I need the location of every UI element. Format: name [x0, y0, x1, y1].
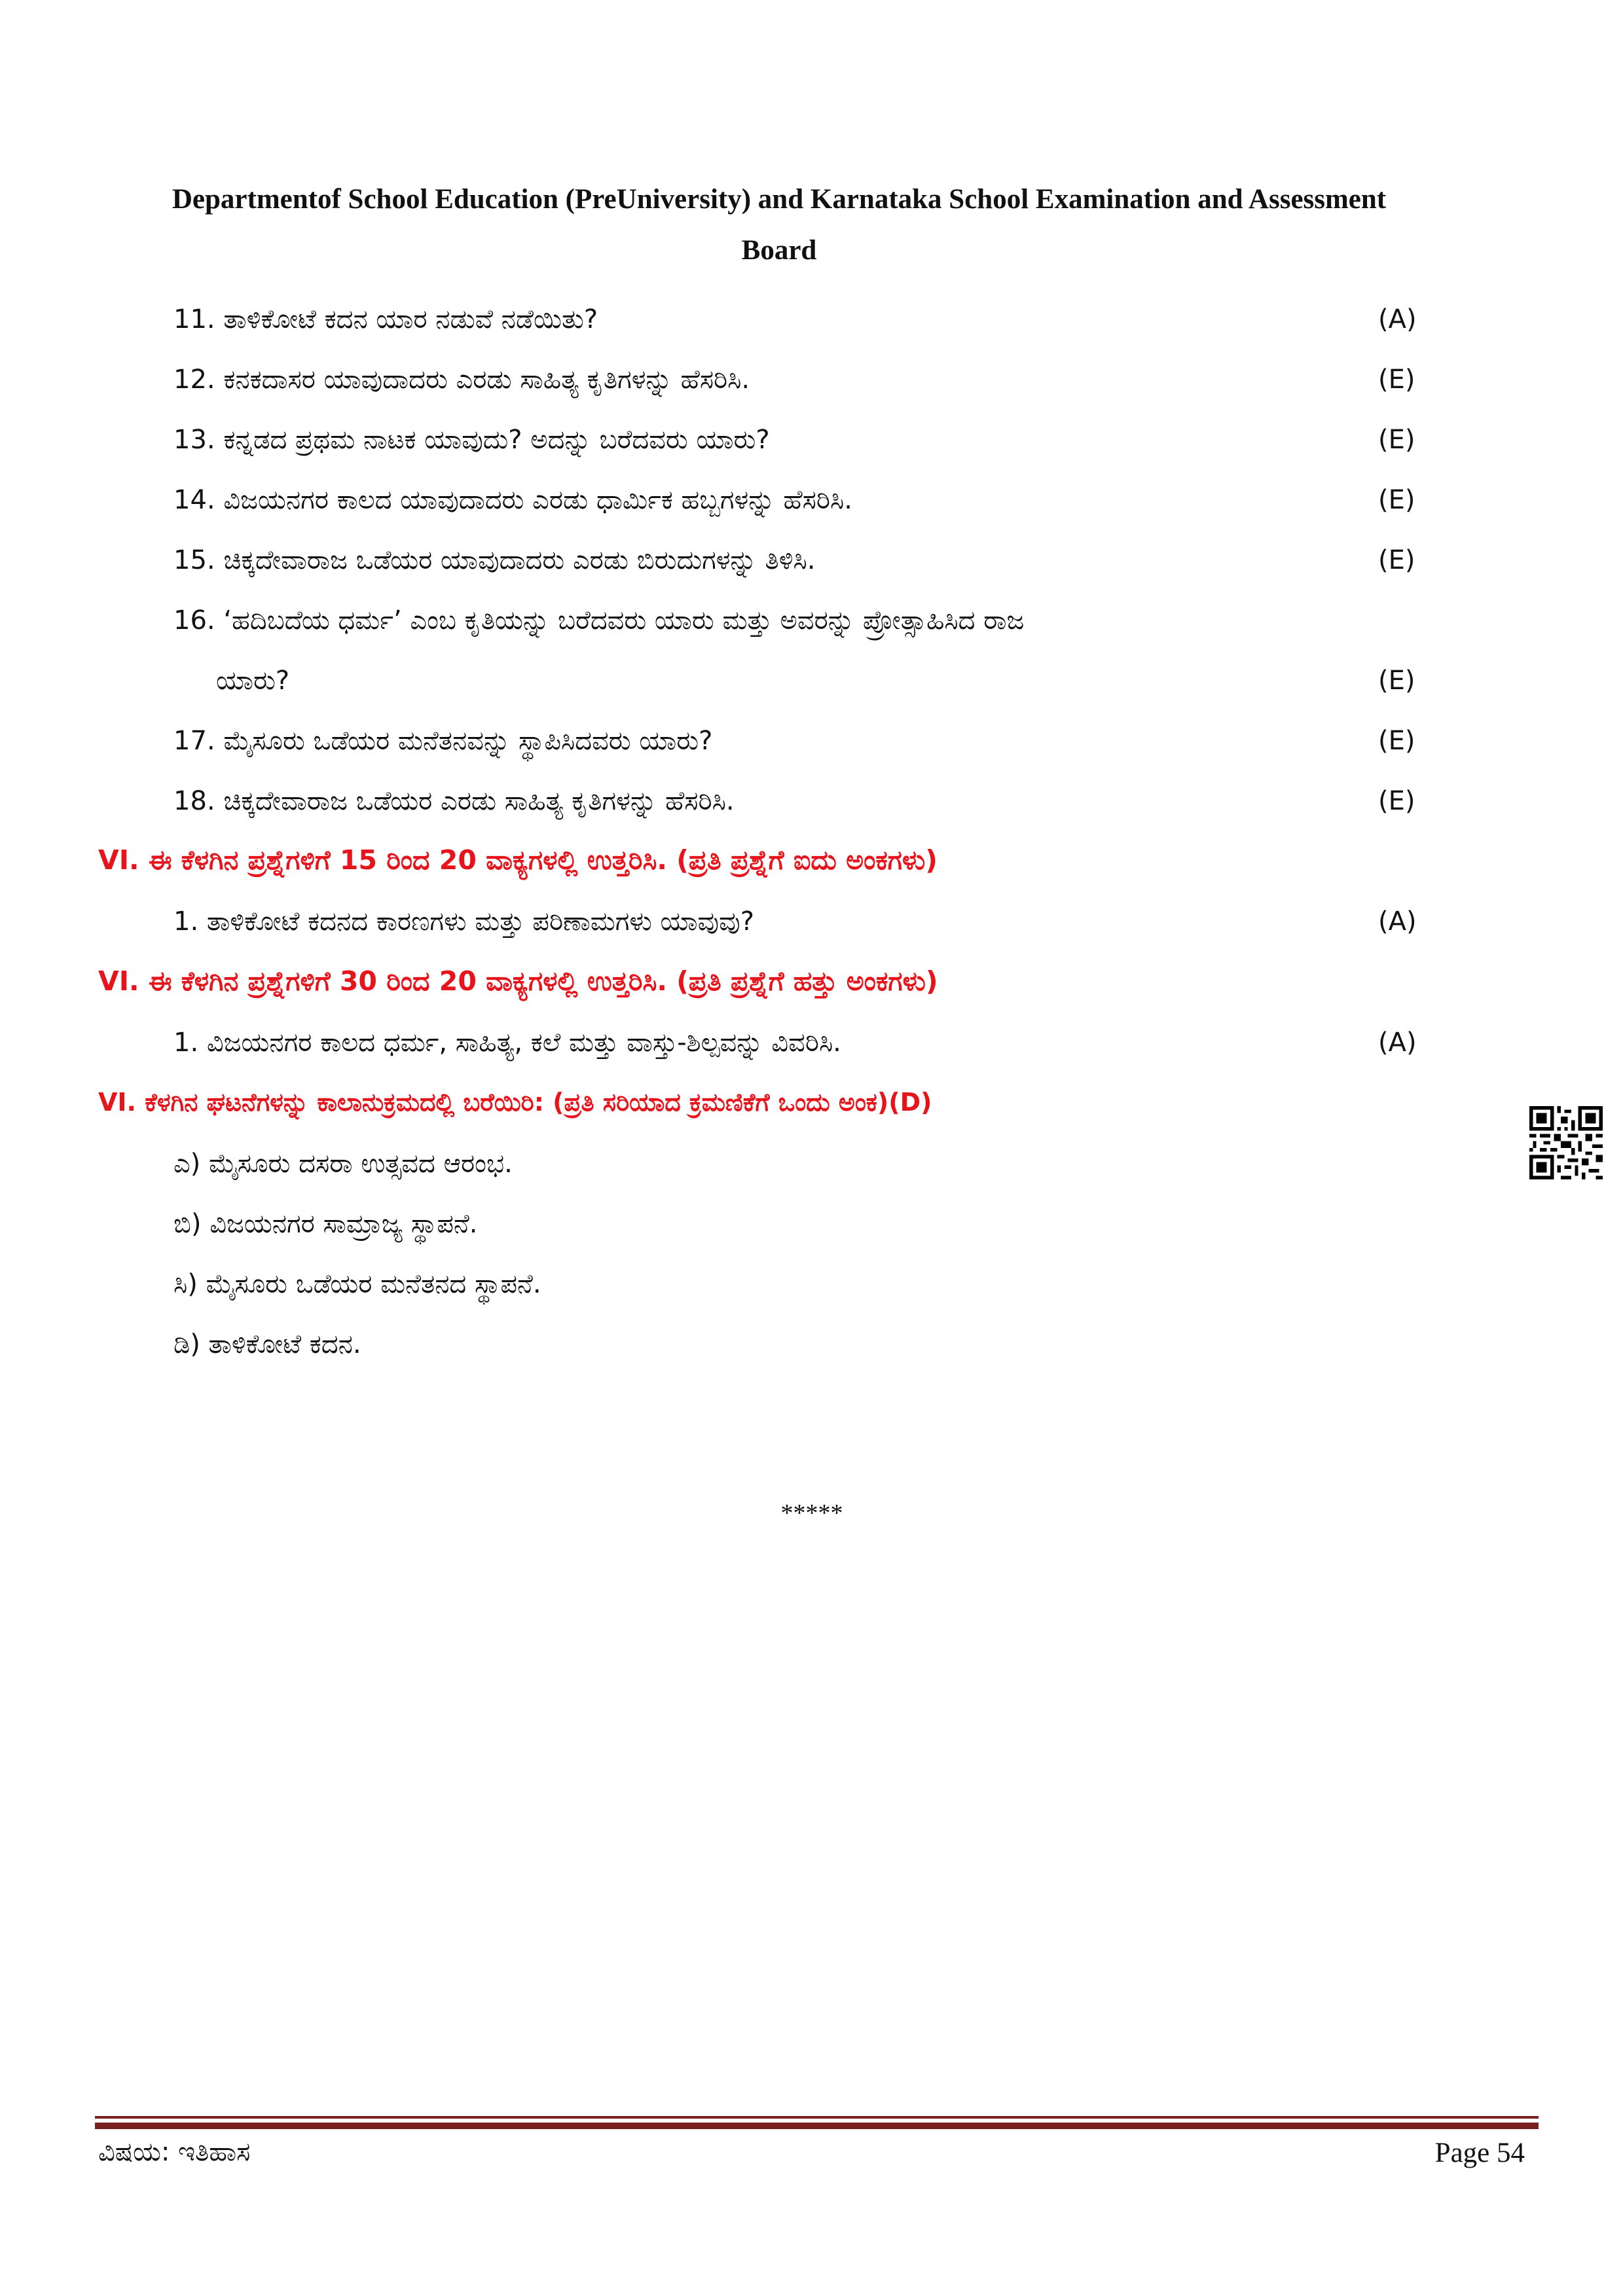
- section-ten-marks-question-1: 1. ವಿಜಯನಗರ ಕಾಲದ ಧರ್ಮ, ಸಾಹಿತ್ಯ, ಕಲೆ ಮತ್ತು ವಾಸ್ತು-ಶಿಲ್ಪವನ್ನು ವಿವರಿಸಿ.: [173, 1028, 841, 1058]
- question-15-mark: (E): [1378, 545, 1415, 575]
- question-13: 13. ಕನ್ನಡದ ಪ್ರಥಮ ನಾಟಕ ಯಾವುದು? ಅದನ್ನು ಬರೆದವರು ಯಾರು?: [173, 425, 770, 455]
- section-ten-marks-question-1-mark: (A): [1378, 1028, 1417, 1058]
- header-title-line1: Departmentof School Education (PreUniversity) and Karnataka School Examination and Assessment: [172, 184, 1387, 215]
- section-heading-five-marks: VI. ಈ ಕೆಳಗಿನ ಪ್ರಶ್ನೆಗಳಿಗೆ 15 ರಿಂದ 20 ವಾಕ್ಯಗಳಲ್ಲಿ ಉತ್ತರಿಸಿ. (ಪ್ರತಿ ಪ್ರಶ್ನೆಗೆ ಐದು ಅಂಕಗಳು): [98, 844, 938, 876]
- footer-page-number: Page 54: [1434, 2138, 1525, 2168]
- chronology-item-a: ಎ) ಮೈಸೂರು ದಸರಾ ಉತ್ಸವದ ಆರಂಭ.: [173, 1149, 513, 1179]
- question-14-mark: (E): [1378, 485, 1415, 515]
- section-heading-chronology: VI. ಕೆಳಗಿನ ಘಟನೆಗಳನ್ನು ಕಾಲಾನುಕ್ರಮದಲ್ಲಿ ಬರೆಯಿರಿ: (ಪ್ರತಿ ಸರಿಯಾದ ಕ್ರಮಣಿಕೆಗೆ ಒಂದು ಅಂಕ)(D): [98, 1088, 932, 1117]
- question-11-mark: (A): [1378, 304, 1417, 334]
- question-13-mark: (E): [1378, 425, 1415, 455]
- question-18: 18. ಚಿಕ್ಕದೇವಾರಾಜ ಒಡೆಯರ ಎರಡು ಸಾಹಿತ್ಯ ಕೃತಿಗಳನ್ನು ಹೆಸರಿಸಿ.: [173, 786, 735, 816]
- question-18-mark: (E): [1378, 786, 1415, 816]
- footer-rule-thick: [95, 2123, 1539, 2129]
- section-heading-ten-marks: VI. ಈ ಕೆಳಗಿನ ಪ್ರಶ್ನೆಗಳಿಗೆ 30 ರಿಂದ 20 ವಾಕ್ಯಗಳಲ್ಲಿ ಉತ್ತರಿಸಿ. (ಪ್ರತಿ ಪ್ರಶ್ನೆಗೆ ಹತ್ತು ಅಂಕಗಳು): [98, 965, 938, 997]
- question-17-mark: (E): [1378, 726, 1415, 756]
- header-title-line2: Board: [741, 235, 817, 266]
- question-12: 12. ಕನಕದಾಸರ ಯಾವುದಾದರು ಎರಡು ಸಾಹಿತ್ಯ ಕೃತಿಗಳನ್ನು ಹೆಸರಿಸಿ.: [173, 365, 750, 395]
- question-12-mark: (E): [1378, 365, 1415, 395]
- question-11: 11. ತಾಳಿಕೋಟೆ ಕದನ ಯಾರ ನಡುವೆ ನಡೆಯಿತು?: [173, 304, 598, 334]
- question-14: 14. ವಿಜಯನಗರ ಕಾಲದ ಯಾವುದಾದರು ಎರಡು ಧಾರ್ಮಿಕ ಹಬ್ಬಗಳನ್ನು ಹೆಸರಿಸಿ.: [173, 485, 852, 515]
- question-17: 17. ಮೈಸೂರು ಒಡೆಯರ ಮನೆತನವನ್ನು ಸ್ಥಾಪಿಸಿದವರು ಯಾರು?: [173, 726, 713, 756]
- footer-rule-thin: [95, 2116, 1539, 2119]
- chronology-item-b: ಬಿ) ವಿಜಯನಗರ ಸಾಮ್ರಾಜ್ಯ ಸ್ಥಾಪನೆ.: [173, 1209, 478, 1239]
- section-five-marks-question-1: 1. ತಾಳಿಕೋಟೆ ಕದನದ ಕಾರಣಗಳು ಮತ್ತು ಪರಿಣಾಮಗಳು ಯಾವುವು?: [173, 906, 754, 937]
- question-16-continuation: ಯಾರು?: [216, 666, 290, 696]
- qr-code-icon: [1529, 1106, 1603, 1179]
- end-marker: *****: [780, 1499, 843, 1527]
- section-five-marks-question-1-mark: (A): [1378, 906, 1417, 937]
- question-16: 16. ‘ಹದಿಬದೆಯ ಧರ್ಮ’ ಎಂಬ ಕೃತಿಯನ್ನು ಬರೆದವರು ಯಾರು ಮತ್ತು ಅವರನ್ನು ಪ್ರೋತ್ಸಾಹಿಸಿದ ರಾಜ: [173, 605, 1025, 636]
- question-16-mark: (E): [1378, 666, 1415, 696]
- footer-subject: ವಿಷಯ: ಇತಿಹಾಸ: [98, 2137, 251, 2167]
- question-15: 15. ಚಿಕ್ಕದೇವಾರಾಜ ಒಡೆಯರ ಯಾವುದಾದರು ಎರಡು ಬಿರುದುಗಳನ್ನು ತಿಳಿಸಿ.: [173, 545, 816, 575]
- chronology-item-c: ಸಿ) ಮೈಸೂರು ಒಡೆಯರ ಮನೆತನದ ಸ್ಥಾಪನೆ.: [173, 1269, 541, 1299]
- chronology-item-d: ಡಿ) ತಾಳಿಕೋಟೆ ಕದನ.: [173, 1329, 361, 1359]
